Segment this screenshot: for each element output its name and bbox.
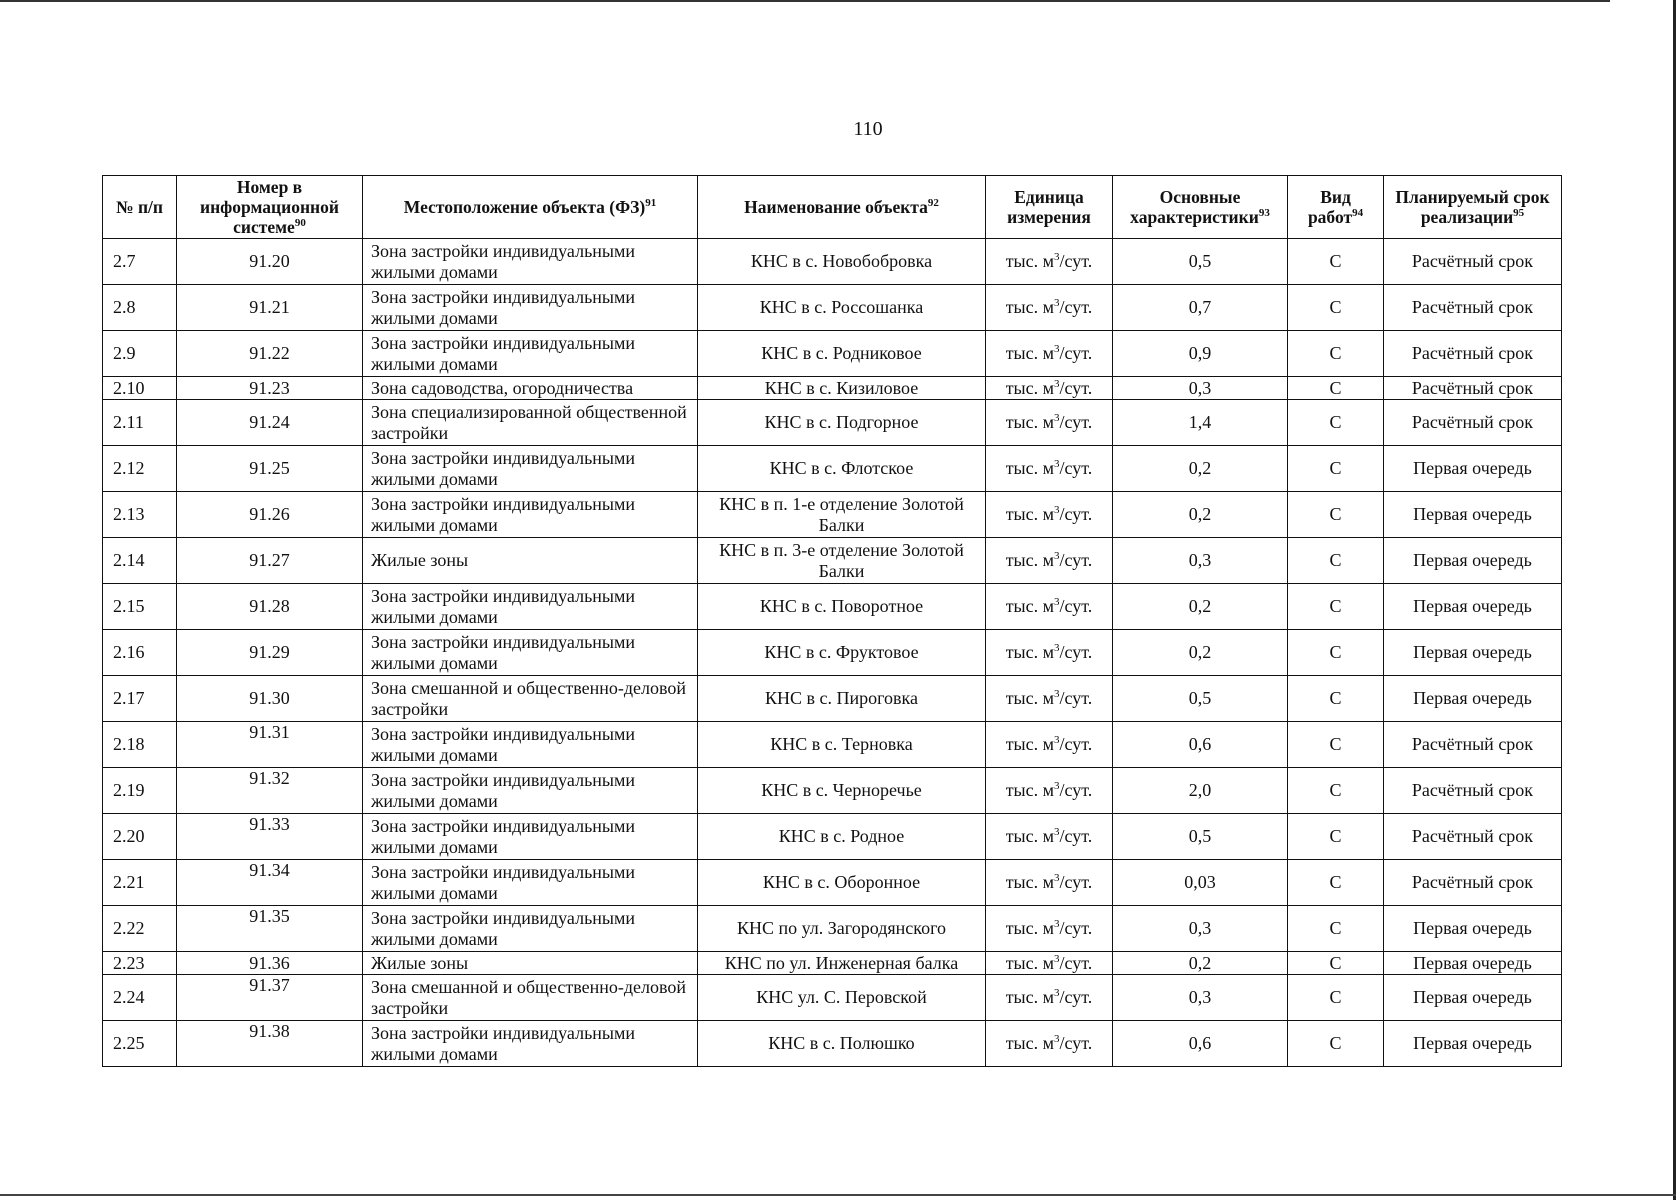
- cell-work-type: С: [1288, 975, 1384, 1021]
- cell-object-name: КНС в с. Терновка: [698, 722, 986, 768]
- cell-object-name: КНС в с. Кизиловое: [698, 377, 986, 400]
- cell-no: 2.19: [103, 768, 177, 814]
- cell-period: Первая очередь: [1384, 676, 1562, 722]
- unit-exponent: 3: [1054, 987, 1060, 999]
- cell-work-type: С: [1288, 377, 1384, 400]
- cell-system-number: 91.37: [177, 975, 363, 1021]
- table-row: [103, 377, 1562, 400]
- cell-characteristics: 0,2: [1113, 630, 1288, 676]
- cell-no: 2.13: [103, 492, 177, 538]
- unit-prefix: тыс. м: [1005, 780, 1055, 800]
- cell-system-number: 91.20: [177, 239, 363, 285]
- cell-system-number: 91.30: [177, 676, 363, 722]
- cell-object-name: КНС в с. Оборонное: [698, 860, 986, 906]
- unit-prefix: тыс. м: [1005, 550, 1055, 570]
- cell-unit: [986, 331, 1113, 377]
- unit-prefix: тыс. м: [1005, 596, 1055, 616]
- unit-exponent: 3: [1054, 412, 1060, 424]
- table-row: [103, 814, 1562, 860]
- unit-exponent: 3: [1054, 918, 1060, 930]
- cell-work-type: С: [1288, 446, 1384, 492]
- table-row: [103, 239, 1562, 285]
- cell-location: Зона смешанной и общественно-деловой застройки: [363, 975, 698, 1021]
- cell-period: Первая очередь: [1384, 906, 1562, 952]
- header-period: Планируемый срок реализации$^{95}$: [1384, 176, 1562, 239]
- cell-work-type: С: [1288, 492, 1384, 538]
- unit-prefix: тыс. м: [1005, 377, 1055, 398]
- cell-characteristics: 0,3: [1113, 975, 1288, 1021]
- cell-period: Расчётный срок: [1384, 400, 1562, 446]
- cell-system-number: 91.23: [177, 377, 363, 400]
- cell-location: Зона застройки индивидуальными жилыми домами: [363, 285, 698, 331]
- cell-period: Первая очередь: [1384, 446, 1562, 492]
- header-unit: Единица измерения: [986, 176, 1113, 239]
- cell-unit: [986, 630, 1113, 676]
- cell-unit: [986, 377, 1113, 400]
- cell-no: 2.16: [103, 630, 177, 676]
- table-row: [103, 400, 1562, 446]
- cell-characteristics: 0,6: [1113, 722, 1288, 768]
- cell-object-name: КНС в с. Поворотное: [698, 584, 986, 630]
- table-row: [103, 768, 1562, 814]
- cell-system-number: 91.29: [177, 630, 363, 676]
- cell-unit: [986, 400, 1113, 446]
- cell-location: Зона застройки индивидуальными жилыми домами: [363, 492, 698, 538]
- cell-system-number: 91.27: [177, 538, 363, 584]
- cell-location: Зона застройки индивидуальными жилыми домами: [363, 860, 698, 906]
- cell-characteristics: 2,0: [1113, 768, 1288, 814]
- cell-no: 2.12: [103, 446, 177, 492]
- cell-location: Жилые зоны: [363, 952, 698, 975]
- table-row: [103, 860, 1562, 906]
- cell-characteristics: 0,5: [1113, 676, 1288, 722]
- cell-characteristics: 0,5: [1113, 814, 1288, 860]
- unit-suffix: /сут.: [1059, 412, 1093, 432]
- unit-prefix: тыс. м: [1005, 504, 1055, 524]
- unit-suffix: /сут.: [1059, 550, 1093, 570]
- cell-no: 2.14: [103, 538, 177, 584]
- cell-location: Зона садоводства, огородничества: [363, 377, 698, 400]
- page-number: 110: [853, 118, 883, 140]
- unit-suffix: /сут.: [1059, 642, 1093, 662]
- cell-system-number: 91.21: [177, 285, 363, 331]
- cell-object-name: КНС в с. Россошанка: [698, 285, 986, 331]
- cell-period: Расчётный срок: [1384, 377, 1562, 400]
- cell-characteristics: 0,6: [1113, 1021, 1288, 1067]
- cell-unit: [986, 285, 1113, 331]
- cell-system-number: 91.35: [177, 906, 363, 952]
- table-row: [103, 630, 1562, 676]
- cell-object-name: КНС в с. Пироговка: [698, 676, 986, 722]
- cell-object-name: КНС по ул. Загородянского: [698, 906, 986, 952]
- table-row: [103, 538, 1562, 584]
- unit-exponent: 3: [1054, 688, 1060, 700]
- cell-no: 2.9: [103, 331, 177, 377]
- cell-system-number: 91.26: [177, 492, 363, 538]
- cell-location: Зона застройки индивидуальными жилыми домами: [363, 446, 698, 492]
- cell-period: Первая очередь: [1384, 975, 1562, 1021]
- cell-location: Зона застройки индивидуальными жилыми домами: [363, 906, 698, 952]
- cell-period: Первая очередь: [1384, 538, 1562, 584]
- table-row: [103, 906, 1562, 952]
- unit-prefix: тыс. м: [1005, 734, 1055, 754]
- cell-object-name: КНС в п. 1-е отделение Золотой Балки: [698, 492, 986, 538]
- unit-prefix: тыс. м: [1005, 688, 1055, 708]
- unit-suffix: /сут.: [1059, 596, 1093, 616]
- table-row: [103, 676, 1562, 722]
- unit-exponent: 3: [1054, 343, 1060, 355]
- table-container: [102, 175, 1561, 1067]
- cell-unit: [986, 722, 1113, 768]
- cell-system-number: 91.33: [177, 814, 363, 860]
- cell-work-type: С: [1288, 1021, 1384, 1067]
- unit-prefix: тыс. м: [1005, 412, 1055, 432]
- cell-no: 2.23: [103, 952, 177, 975]
- unit-exponent: 3: [1054, 251, 1060, 263]
- cell-unit: [986, 446, 1113, 492]
- cell-no: 2.21: [103, 860, 177, 906]
- header-name: Наименование объекта$^{92}$: [698, 176, 986, 239]
- cell-period: Первая очередь: [1384, 584, 1562, 630]
- cell-unit: [986, 768, 1113, 814]
- cell-characteristics: 1,4: [1113, 400, 1288, 446]
- unit-prefix: тыс. м: [1005, 952, 1055, 973]
- cell-object-name: КНС в с. Фруктовое: [698, 630, 986, 676]
- cell-no: 2.15: [103, 584, 177, 630]
- cell-object-name: КНС в с. Подгорное: [698, 400, 986, 446]
- cell-no: 2.10: [103, 377, 177, 400]
- cell-no: 2.22: [103, 906, 177, 952]
- table-row: [103, 285, 1562, 331]
- cell-characteristics: 0,3: [1113, 538, 1288, 584]
- cell-work-type: С: [1288, 722, 1384, 768]
- unit-suffix: /сут.: [1059, 872, 1093, 892]
- unit-prefix: тыс. м: [1005, 343, 1055, 363]
- unit-prefix: тыс. м: [1005, 251, 1055, 271]
- cell-no: 2.7: [103, 239, 177, 285]
- cell-object-name: КНС ул. С. Перовской: [698, 975, 986, 1021]
- cell-unit: [986, 239, 1113, 285]
- cell-work-type: С: [1288, 331, 1384, 377]
- cell-characteristics: 0,9: [1113, 331, 1288, 377]
- cell-work-type: С: [1288, 768, 1384, 814]
- header-no: № п/п: [103, 176, 177, 239]
- cell-object-name: КНС в с. Полюшко: [698, 1021, 986, 1067]
- cell-location: Зона застройки индивидуальными жилыми домами: [363, 1021, 698, 1067]
- cell-characteristics: 0,7: [1113, 285, 1288, 331]
- unit-exponent: 3: [1054, 596, 1060, 608]
- cell-location: Жилые зоны: [363, 538, 698, 584]
- header-system-number: Номер в информационной системе$^{90}$: [177, 176, 363, 239]
- cell-system-number: 91.25: [177, 446, 363, 492]
- table-row: [103, 722, 1562, 768]
- facilities-table: [102, 175, 1562, 1067]
- unit-suffix: /сут.: [1059, 688, 1093, 708]
- cell-unit: [986, 906, 1113, 952]
- cell-location: Зона застройки индивидуальными жилыми домами: [363, 630, 698, 676]
- table-row: [103, 331, 1562, 377]
- cell-unit: [986, 538, 1113, 584]
- cell-characteristics: 0,5: [1113, 239, 1288, 285]
- cell-no: 2.17: [103, 676, 177, 722]
- cell-object-name: КНС в с. Новобобровка: [698, 239, 986, 285]
- unit-suffix: /сут.: [1059, 1033, 1093, 1053]
- unit-suffix: /сут.: [1059, 504, 1093, 524]
- cell-system-number: 91.31: [177, 722, 363, 768]
- cell-unit: [986, 676, 1113, 722]
- cell-unit: [986, 1021, 1113, 1067]
- cell-object-name: КНС в с. Родниковое: [698, 331, 986, 377]
- unit-suffix: /сут.: [1059, 297, 1093, 317]
- unit-prefix: тыс. м: [1005, 987, 1055, 1007]
- unit-suffix: /сут.: [1059, 987, 1093, 1007]
- cell-object-name: КНС в п. 3-е отделение Золотой Балки: [698, 538, 986, 584]
- cell-characteristics: 0,3: [1113, 377, 1288, 400]
- table-row: [103, 952, 1562, 975]
- cell-work-type: С: [1288, 630, 1384, 676]
- cell-location: Зона застройки индивидуальными жилыми домами: [363, 331, 698, 377]
- cell-location: Зона специализированной общественной застройки: [363, 400, 698, 446]
- table-header-row: [103, 176, 1562, 239]
- unit-exponent: 3: [1054, 458, 1060, 470]
- unit-exponent: 3: [1054, 504, 1060, 516]
- scan-edge-bottom: [0, 1194, 1676, 1196]
- table-row: [103, 492, 1562, 538]
- cell-no: 2.18: [103, 722, 177, 768]
- cell-period: Расчётный срок: [1384, 814, 1562, 860]
- cell-period: Первая очередь: [1384, 630, 1562, 676]
- header-work-type: Вид работ$^{94}$: [1288, 176, 1384, 239]
- cell-no: 2.24: [103, 975, 177, 1021]
- cell-unit: [986, 975, 1113, 1021]
- unit-suffix: /сут.: [1059, 826, 1093, 846]
- cell-period: Расчётный срок: [1384, 768, 1562, 814]
- unit-suffix: /сут.: [1059, 458, 1093, 478]
- cell-period: Первая очередь: [1384, 952, 1562, 975]
- header-location: Местоположение объекта (ФЗ)$^{91}$: [363, 176, 698, 239]
- cell-work-type: С: [1288, 814, 1384, 860]
- cell-period: Расчётный срок: [1384, 331, 1562, 377]
- unit-exponent: 3: [1054, 780, 1060, 792]
- cell-location: Зона застройки индивидуальными жилыми домами: [363, 722, 698, 768]
- table-row: [103, 584, 1562, 630]
- unit-prefix: тыс. м: [1005, 918, 1055, 938]
- cell-object-name: КНС по ул. Инженерная балка: [698, 952, 986, 975]
- cell-object-name: КНС в с. Родное: [698, 814, 986, 860]
- table-body: [103, 239, 1562, 1067]
- cell-work-type: С: [1288, 860, 1384, 906]
- cell-no: 2.8: [103, 285, 177, 331]
- header-characteristics: Основные характеристики$^{93}$: [1113, 176, 1288, 239]
- cell-unit: [986, 952, 1113, 975]
- cell-system-number: 91.34: [177, 860, 363, 906]
- cell-period: Расчётный срок: [1384, 285, 1562, 331]
- cell-no: 2.11: [103, 400, 177, 446]
- unit-exponent: 3: [1054, 550, 1060, 562]
- unit-exponent: 3: [1054, 297, 1060, 309]
- cell-work-type: С: [1288, 239, 1384, 285]
- unit-suffix: /сут.: [1059, 780, 1093, 800]
- cell-work-type: С: [1288, 676, 1384, 722]
- unit-exponent: 3: [1054, 734, 1060, 746]
- cell-location: Зона застройки индивидуальными жилыми домами: [363, 768, 698, 814]
- cell-work-type: С: [1288, 285, 1384, 331]
- table-row: [103, 975, 1562, 1021]
- cell-system-number: 91.36: [177, 952, 363, 975]
- cell-characteristics: 0,2: [1113, 952, 1288, 975]
- table-row: [103, 446, 1562, 492]
- unit-exponent: 3: [1054, 872, 1060, 884]
- unit-suffix: /сут.: [1059, 251, 1093, 271]
- unit-prefix: тыс. м: [1005, 297, 1055, 317]
- unit-exponent: 3: [1054, 826, 1060, 838]
- unit-suffix: /сут.: [1059, 918, 1093, 938]
- cell-system-number: 91.28: [177, 584, 363, 630]
- cell-system-number: 91.38: [177, 1021, 363, 1067]
- cell-unit: [986, 584, 1113, 630]
- unit-prefix: тыс. м: [1005, 642, 1055, 662]
- cell-characteristics: 0,2: [1113, 446, 1288, 492]
- cell-unit: [986, 860, 1113, 906]
- cell-period: Расчётный срок: [1384, 239, 1562, 285]
- cell-object-name: КНС в с. Флотское: [698, 446, 986, 492]
- cell-no: 2.25: [103, 1021, 177, 1067]
- cell-characteristics: 0,2: [1113, 492, 1288, 538]
- cell-work-type: С: [1288, 538, 1384, 584]
- cell-system-number: 91.22: [177, 331, 363, 377]
- unit-suffix: /сут.: [1059, 343, 1093, 363]
- unit-suffix: /сут.: [1059, 734, 1093, 754]
- unit-suffix: /сут.: [1059, 952, 1093, 973]
- cell-unit: [986, 492, 1113, 538]
- cell-characteristics: 0,03: [1113, 860, 1288, 906]
- unit-prefix: тыс. м: [1005, 872, 1055, 892]
- unit-exponent: 3: [1054, 642, 1060, 654]
- cell-location: Зона смешанной и общественно-деловой застройки: [363, 676, 698, 722]
- table-row: [103, 1021, 1562, 1067]
- cell-characteristics: 0,3: [1113, 906, 1288, 952]
- cell-location: Зона застройки индивидуальными жилыми домами: [363, 584, 698, 630]
- cell-unit: [986, 814, 1113, 860]
- cell-characteristics: 0,2: [1113, 584, 1288, 630]
- unit-prefix: тыс. м: [1005, 826, 1055, 846]
- cell-system-number: 91.24: [177, 400, 363, 446]
- cell-work-type: С: [1288, 906, 1384, 952]
- unit-prefix: тыс. м: [1005, 458, 1055, 478]
- cell-system-number: 91.32: [177, 768, 363, 814]
- cell-work-type: С: [1288, 952, 1384, 975]
- cell-work-type: С: [1288, 400, 1384, 446]
- unit-exponent: 3: [1054, 1033, 1060, 1045]
- unit-exponent: 3: [1054, 377, 1060, 390]
- cell-work-type: С: [1288, 584, 1384, 630]
- cell-period: Расчётный срок: [1384, 860, 1562, 906]
- cell-period: Первая очередь: [1384, 492, 1562, 538]
- cell-no: 2.20: [103, 814, 177, 860]
- cell-period: Первая очередь: [1384, 1021, 1562, 1067]
- scan-edge-top: [0, 0, 1610, 2]
- unit-prefix: тыс. м: [1005, 1033, 1055, 1053]
- cell-object-name: КНС в с. Черноречье: [698, 768, 986, 814]
- cell-period: Расчётный срок: [1384, 722, 1562, 768]
- unit-suffix: /сут.: [1059, 377, 1093, 398]
- cell-location: Зона застройки индивидуальными жилыми домами: [363, 239, 698, 285]
- cell-location: Зона застройки индивидуальными жилыми домами: [363, 814, 698, 860]
- unit-exponent: 3: [1054, 952, 1060, 965]
